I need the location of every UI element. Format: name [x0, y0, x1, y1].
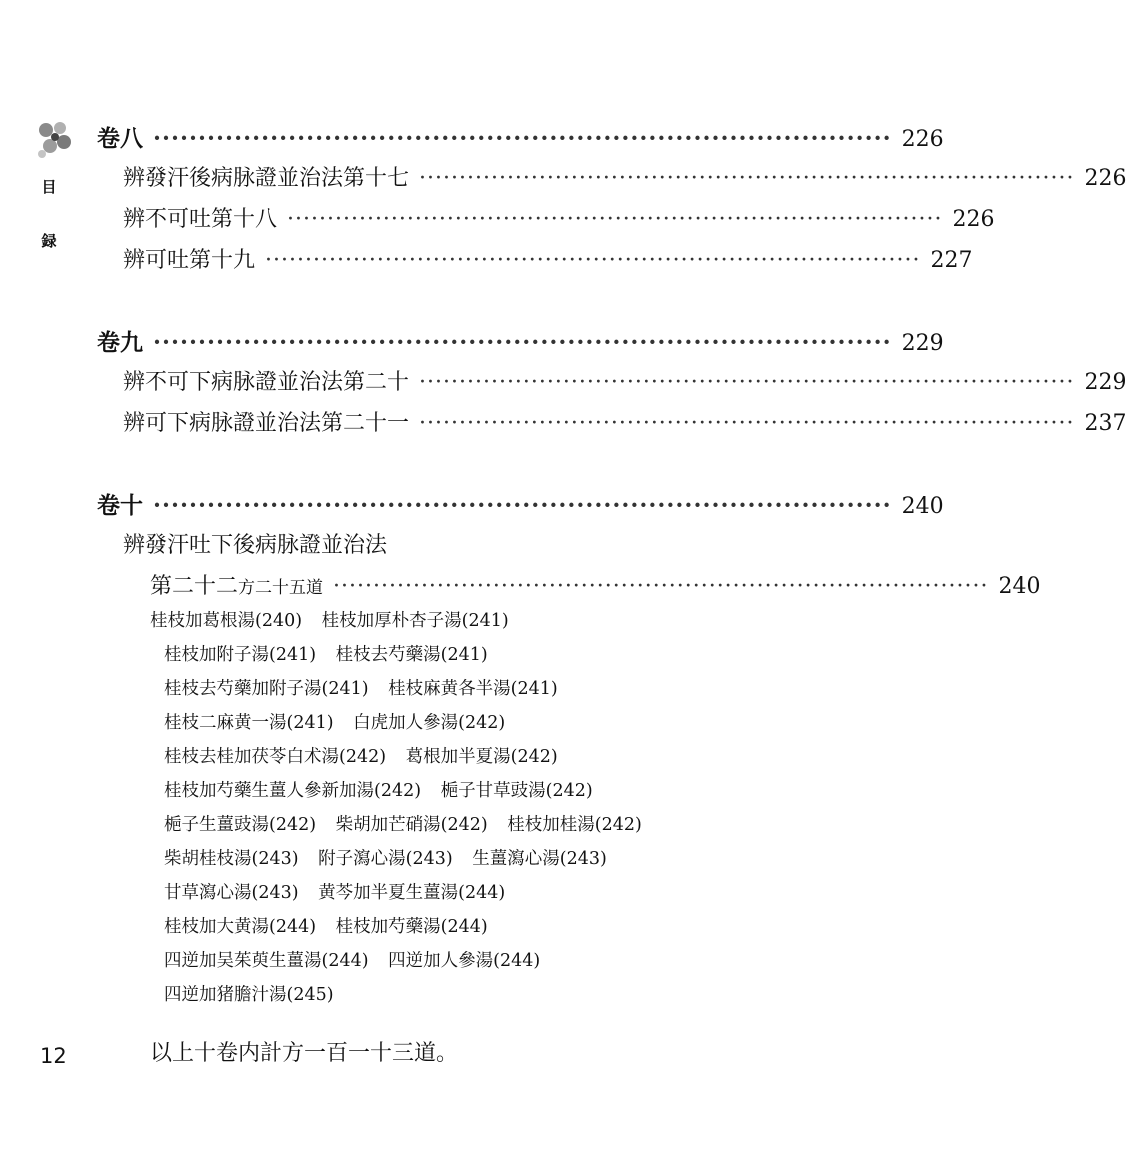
leader-dots: ·················································································· — [153, 329, 892, 356]
chapter-title: 辨可下病脉證並治法第二十一 — [123, 411, 410, 436]
toc-chapter-20 — [123, 365, 1126, 396]
formula-entry: 四逆加吴茱萸生薑湯(244) — [164, 951, 369, 971]
page-ref: 226 — [952, 207, 995, 232]
toc-volume-8 — [97, 120, 944, 153]
page-ref: 229 — [901, 331, 944, 356]
volume-title: 卷八 — [97, 125, 143, 152]
formula-entry: 桂枝加芍藥生薑人參新加湯(242) — [164, 781, 422, 801]
formula-entry: 桂枝去芍藥湯(241) — [335, 645, 488, 665]
chapter-title: 辨不可吐第十八 — [123, 207, 278, 232]
summary-line: 以上十卷内計方一百一十三道。 — [150, 1041, 459, 1066]
formula-entry: 桂枝二麻黄一湯(241) — [164, 713, 334, 733]
toc-chapter-17 — [123, 161, 1126, 192]
formula-entry: 梔子生薑豉湯(242) — [164, 815, 317, 835]
leader-dots: ·················································································· — [153, 125, 892, 152]
leader-dots: ·················································································· — [153, 492, 892, 519]
volume-title: 卷九 — [97, 329, 143, 356]
leader-dots: ·················································································· — [419, 411, 1075, 436]
formula-entry: 葛根加半夏湯(242) — [405, 747, 558, 767]
formula-entry: 柴胡桂枝湯(243) — [164, 849, 299, 869]
formula-entry: 桂枝加附子湯(241) — [164, 645, 317, 665]
toc-chapter-21 — [123, 406, 1126, 437]
page-ref: 226 — [1084, 166, 1126, 191]
formula-entry: 桂枝加芍藥湯(244) — [335, 917, 488, 937]
chapter-title: 辨可吐第十九 — [123, 248, 256, 273]
formula-entry: 柴胡加芒硝湯(242) — [335, 815, 488, 835]
toc-chapter-22-title — [123, 528, 387, 559]
chapter-title: 辨發汗後病脉證並治法第十七 — [123, 166, 410, 191]
toc-chapter-22 — [150, 569, 1041, 600]
flower-icon — [32, 118, 76, 162]
page-ref: 237 — [1084, 411, 1126, 436]
leader-dots: ·················································································· — [333, 574, 989, 599]
chapter-number: 第二十二 — [150, 574, 239, 599]
page-number: 12 — [40, 1044, 67, 1068]
volume-title: 卷十 — [97, 492, 143, 519]
leader-dots: ·················································································· — [287, 207, 943, 232]
chapter-note: 方二十五道 — [238, 578, 324, 598]
leader-dots: ·················································································· — [419, 166, 1075, 191]
toc-chapter-18 — [123, 202, 995, 233]
formula-entry: 生薑瀉心湯(243) — [472, 849, 607, 869]
formula-list — [150, 604, 670, 1012]
formula-entry: 桂枝加厚朴杏子湯(241) — [321, 611, 509, 631]
formula-entry: 四逆加人參湯(244) — [388, 951, 541, 971]
chapter-title: 辨發汗吐下後病脉證並治法 — [123, 533, 388, 558]
formula-entry: 桂枝麻黄各半湯(241) — [388, 679, 558, 699]
formula-entry: 桂枝去芍藥加附子湯(241) — [164, 679, 369, 699]
toc-volume-10 — [97, 487, 944, 520]
formula-entry: 桂枝去桂加茯苓白术湯(242) — [164, 747, 387, 767]
formula-entry: 桂枝加桂湯(242) — [507, 815, 642, 835]
page-ref: 227 — [930, 248, 973, 273]
formula-entry: 黄芩加半夏生薑湯(244) — [318, 883, 506, 903]
leader-dots: ·················································································· — [265, 248, 921, 273]
formula-entry: 四逆加猪膽汁湯(245) — [164, 985, 334, 1005]
toc-volume-9 — [97, 324, 944, 357]
page-ref: 240 — [998, 574, 1041, 599]
formula-entry: 甘草瀉心湯(243) — [164, 883, 299, 903]
side-label-mu: 目 — [41, 178, 57, 196]
toc-chapter-19 — [123, 243, 973, 274]
formula-entry: 桂枝加葛根湯(240) — [150, 611, 303, 631]
side-label-roku: 録 — [41, 232, 57, 250]
formula-entry: 附子瀉心湯(243) — [318, 849, 453, 869]
leader-dots: ·················································································· — [419, 370, 1075, 395]
formula-entry: 桂枝加大黄湯(244) — [164, 917, 317, 937]
page-ref: 226 — [901, 127, 944, 152]
formula-entry: 白虎加人參湯(242) — [353, 713, 506, 733]
formula-entry: 梔子甘草豉湯(242) — [440, 781, 593, 801]
page-ref: 240 — [901, 494, 944, 519]
chapter-title: 辨不可下病脉證並治法第二十 — [123, 370, 410, 395]
page-ref: 229 — [1084, 370, 1126, 395]
